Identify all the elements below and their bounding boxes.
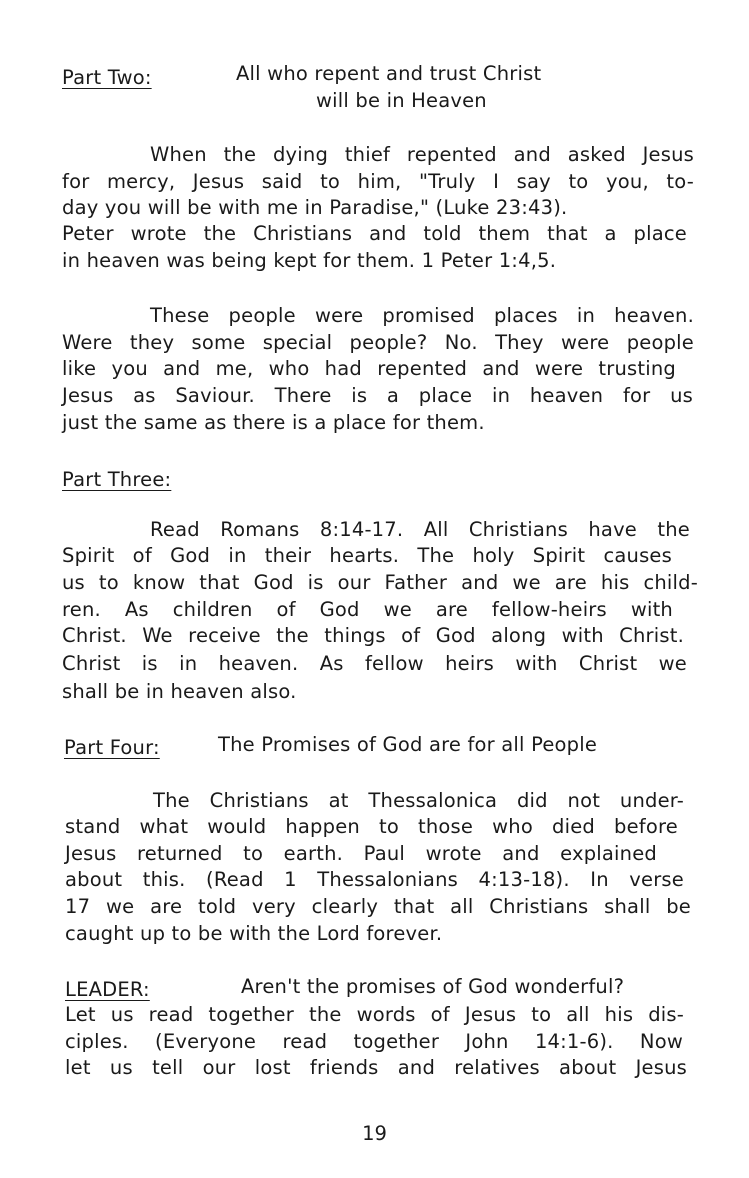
paragraph3-line: Christ is in heaven. As fellow heirs with Christ we	[62, 652, 687, 675]
leader-line: Let us read together the words of Jesus to all his dis-	[65, 1003, 684, 1026]
part-three-label: Part Three:	[62, 468, 172, 491]
part-four-title: The Promises of God are for all People	[218, 733, 598, 756]
paragraph3-line: Spirit of God in their hearts. The holy Spirit causes	[62, 544, 672, 567]
paragraph2-line: Were they some special people? No. They were people	[62, 331, 694, 354]
paragraph3-line: Read Romans 8:14-17. All Christians have the	[150, 518, 690, 541]
paragraph4-line: caught up to be with the Lord forever.	[65, 922, 443, 945]
paragraph3-line: us to know that God is our Father and we are his child-	[62, 571, 698, 594]
paragraph2-line: just the same as there is a place for them.	[62, 411, 485, 434]
paragraph2-line: Jesus as Saviour. There is a place in heaven for us	[62, 384, 693, 407]
paragraph1-line: Peter wrote the Christians and told them that a place	[62, 222, 687, 245]
paragraph3-line: ren. As children of God we are fellow-heirs with	[62, 598, 673, 621]
paragraph2-line: These people were promised places in heaven.	[150, 304, 694, 327]
paragraph4-line: stand what would happen to those who died before	[65, 815, 678, 838]
part-two-title-line2: will be in Heaven	[316, 89, 487, 112]
paragraph4-line: Jesus returned to earth. Paul wrote and explained	[65, 842, 657, 865]
leader-line: let us tell our lost friends and relatives about Jesus	[65, 1056, 687, 1079]
paragraph1-line: in heaven was being kept for them. 1 Peter 1:4,5.	[62, 249, 557, 272]
paragraph4-line: about this. (Read 1 Thessalonians 4:13-18). In verse	[65, 868, 684, 891]
part-four-label: Part Four:	[64, 736, 160, 759]
paragraph1-line: day you will be with me in Paradise," (Luke 23:43).	[62, 196, 568, 219]
paragraph2-line: like you and me, who had repented and were trusting	[62, 357, 676, 380]
part-two-title-line1: All who repent and trust Christ	[236, 62, 542, 85]
paragraph1-line: for mercy, Jesus said to him, "Truly I say to you, to-	[62, 170, 694, 193]
paragraph3-line: Christ. We receive the things of God along with Christ.	[62, 624, 684, 647]
part-two-label: Part Two:	[62, 66, 152, 89]
leader-line: ciples. (Everyone read together John 14:1-6). Now	[65, 1030, 683, 1053]
page-number: 19	[362, 1122, 387, 1145]
paragraph1-line: When the dying thief repented and asked Jesus	[150, 143, 694, 166]
leader-label: LEADER:	[65, 978, 150, 1001]
paragraph4-line: 17 we are told very clearly that all Christians shall be	[65, 895, 691, 918]
leader-lead: Aren't the promises of God wonderful?	[241, 975, 625, 998]
paragraph3-line: shall be in heaven also.	[62, 680, 297, 703]
paragraph4-line: The Christians at Thessalonica did not under-	[153, 789, 684, 812]
